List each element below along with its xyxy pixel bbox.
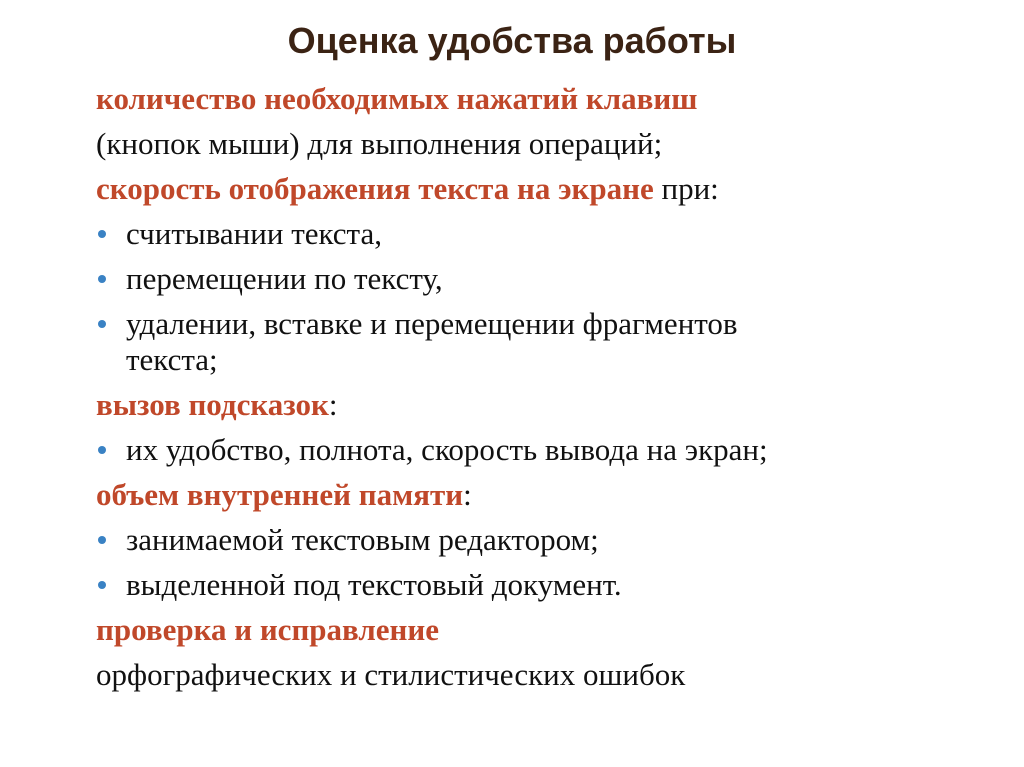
list-item-continuation: текста; [126, 342, 218, 377]
section-hints [96, 382, 996, 427]
list-item [96, 256, 996, 301]
section-display-speed [96, 166, 996, 211]
bullet-icon [98, 230, 106, 238]
section-spellcheck [96, 607, 996, 652]
bullet-icon [98, 320, 106, 328]
list-item-text: выделенной под текстовый документ. [126, 567, 622, 602]
list-item-text: удалении, вставке и перемещении фрагментов [126, 306, 738, 341]
list-item [96, 427, 996, 472]
section-text-keystrokes: (кнопок мыши) для выполнения операций; [96, 126, 663, 161]
list-item [96, 211, 996, 256]
section-text-spellcheck: орфографических и стилистических ошибок [96, 657, 686, 692]
bullet-icon [98, 275, 106, 283]
bullet-icon [98, 446, 106, 454]
section-suffix-hints: : [328, 387, 338, 422]
slide-title: Оценка удобства работы [287, 20, 737, 61]
list-item-text: их удобство, полнота, скорость вывода на экран; [126, 432, 768, 467]
section-heading-display-speed: скорость отображения текста на экране [96, 171, 654, 206]
slide-body [96, 76, 996, 697]
list-item [96, 562, 996, 607]
section-heading-spellcheck: проверка и исправление [96, 612, 440, 647]
section-heading-hints: вызов подсказок [96, 387, 329, 422]
bullet-icon [98, 581, 106, 589]
list-item [96, 517, 996, 562]
bullet-icon [98, 536, 106, 544]
section-memory [96, 472, 996, 517]
section-suffix-display-speed: при: [653, 171, 719, 206]
section-suffix-memory: : [463, 477, 472, 512]
list-item-text: перемещении по тексту, [126, 261, 443, 296]
section-keystrokes [96, 76, 996, 121]
list-item-text: занимаемой текстовым редактором; [126, 522, 599, 557]
list-item-text: считывании текста, [126, 216, 382, 251]
section-heading-keystrokes: количество необходимых нажатий клавиш [96, 81, 698, 116]
section-heading-memory: объем внутренней памяти [96, 477, 464, 512]
